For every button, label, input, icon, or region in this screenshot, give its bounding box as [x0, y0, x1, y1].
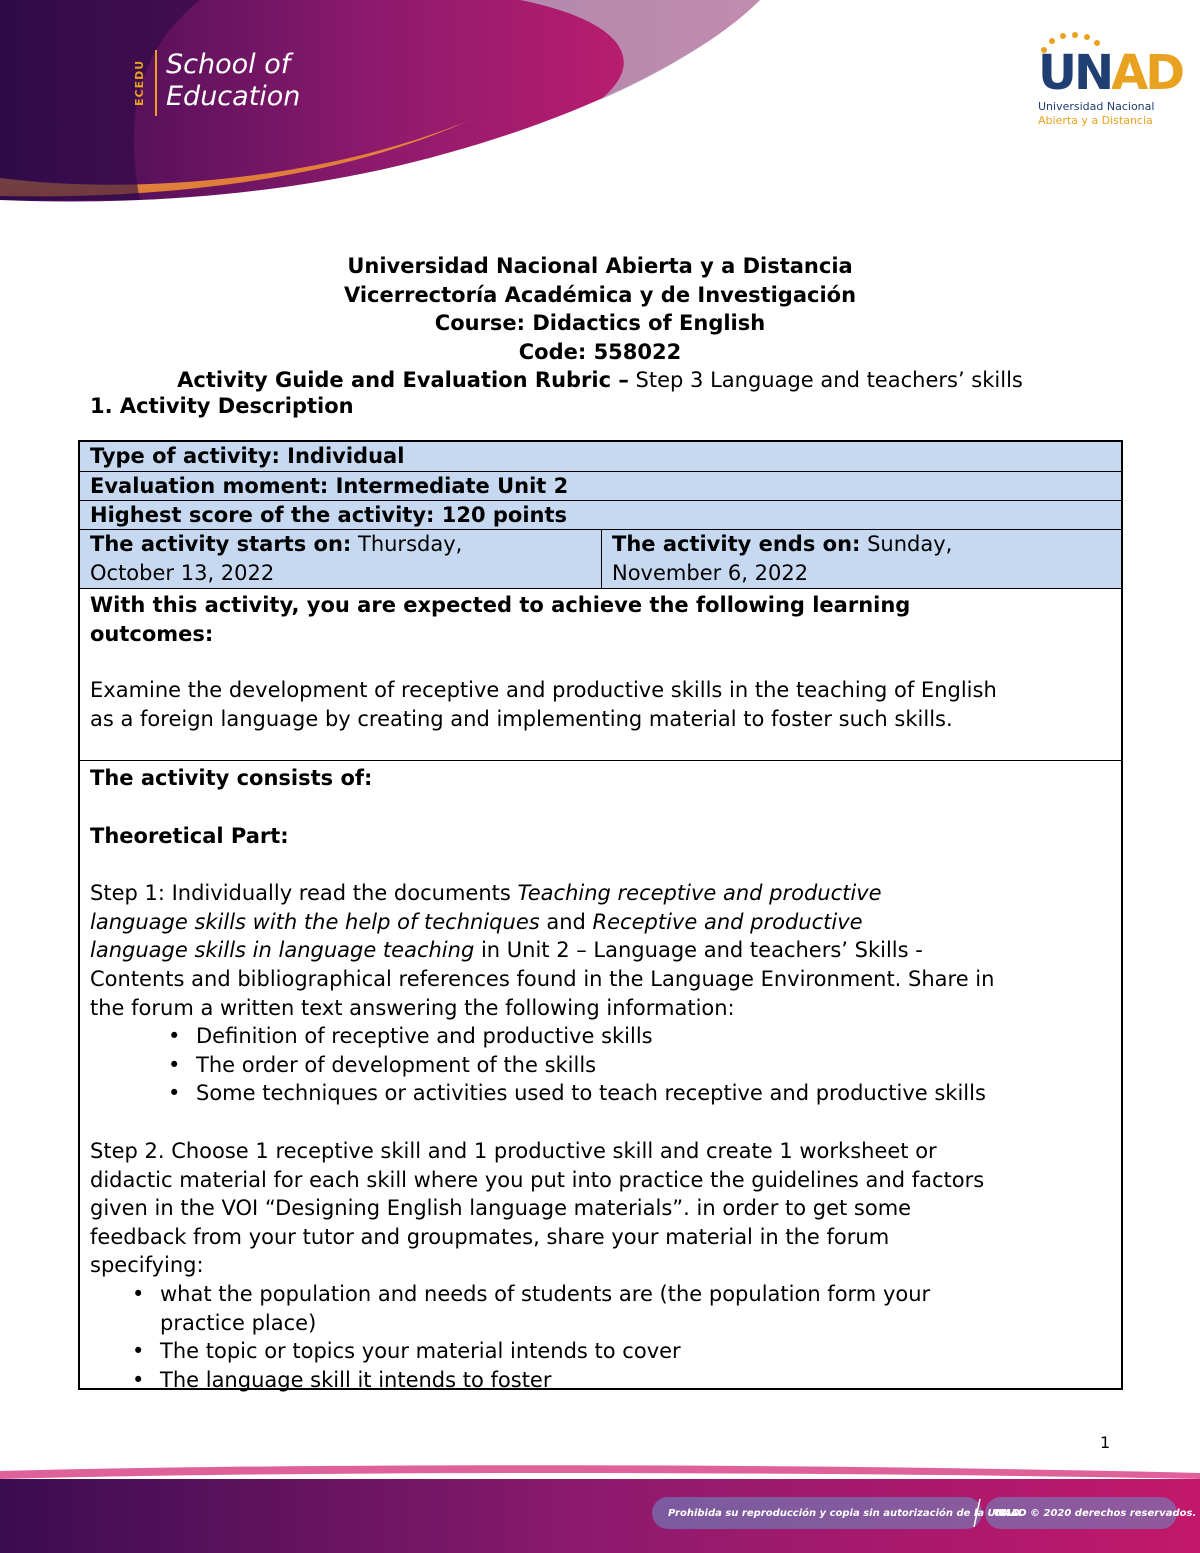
- step1-bullets: [90, 1022, 1115, 1108]
- list-item: • what the population and needs of students are (the population form your: [132, 1281, 931, 1306]
- row-score: Highest score of the activity: 120 points: [80, 501, 1121, 530]
- theoretical-heading: Theoretical Part:: [90, 823, 289, 848]
- university-title: Universidad Nacional Abierta y a Distancia: [347, 254, 853, 278]
- copy-notice: Prohibida su reproducción y copia sin autorización de la UNAD.: [668, 1508, 1024, 1519]
- step2-text: Step 2. Choose 1 receptive skill and 1 productive skill and create 1 worksheet or didactic material for each skill where you put into practice the guidelines and factors given in the VOI “Designing English language materials”. in order to get some feedback from your tutor and groupmates, share your material in the forum specifying:: [90, 1138, 985, 1278]
- document-title-block: [0, 252, 1200, 395]
- unad-wordmark: UNAD: [1038, 45, 1183, 101]
- school-side-label: ECEDU: [133, 59, 146, 107]
- row-evaluation: Evaluation moment: Intermediate Unit 2: [80, 472, 1121, 501]
- list-item: • The language skill it intends to foster: [132, 1367, 552, 1392]
- row-type: Type of activity: Individual: [80, 442, 1121, 472]
- start-date-cell: The activity starts on: Thursday, October 13, 2022: [80, 530, 602, 588]
- unad-subtitle-2: Abierta y a Distancia: [1038, 114, 1153, 127]
- unad-logo: [1030, 30, 1183, 130]
- rights-notice: UNAD © 2020 derechos reservados.: [994, 1508, 1197, 1519]
- outcomes-heading: With this activity, you are expected to achieve the following learning: [90, 593, 911, 617]
- end-date-cell: The activity ends on: Sunday, November 6, 2022: [612, 532, 953, 585]
- list-item: • Some techniques or activities used to teach receptive and productive skills: [168, 1081, 986, 1106]
- section-heading: 1. Activity Description: [90, 394, 354, 418]
- school-line2: Education: [166, 81, 301, 112]
- row-consists: [80, 761, 1121, 1392]
- vicerrectoria-title: Vicerrectoría Académica y de Investigación: [343, 282, 857, 307]
- list-item: • The topic or topics your material intends to cover: [132, 1339, 681, 1364]
- activity-table: [78, 440, 1123, 1390]
- school-of-education-logo: [128, 44, 328, 122]
- logo-divider: [155, 50, 157, 116]
- consists-heading: The activity consists of:: [90, 766, 373, 790]
- guide-title: Activity Guide and Evaluation Rubric – Step 3 Language and teachers’ skills: [177, 368, 1023, 393]
- row-outcomes: With this activity, you are expected to achieve the following learning outcomes: Examine the development of receptive and productive skills in the teaching of English as a foreign language by creating and implementing material to foster such skills.: [80, 589, 1121, 761]
- list-item: • Definition of receptive and productive skills: [168, 1024, 653, 1049]
- course-title: Course: Didactics of English: [434, 311, 766, 336]
- row-dates: [80, 530, 1121, 589]
- step2-bullets: [90, 1280, 1115, 1394]
- list-item: practice place): [160, 1310, 317, 1335]
- list-item: • The order of development of the skills: [168, 1052, 597, 1077]
- school-line1: School of: [166, 49, 291, 80]
- course-code: Code: 558022: [518, 339, 682, 364]
- page-number: 1: [1100, 1433, 1111, 1452]
- step1-text: Step 1: Individually read the documents Teaching receptive and productive language skills with the help of techniques and Receptive and productive language skills in language teaching in Unit 2 – Language and teachers’ Skills - Contents and bibliographical references found in the Language Environment. Share in the forum a written text answering the following information:: [90, 881, 995, 1020]
- unad-subtitle-1: Universidad Nacional: [1038, 100, 1155, 113]
- outcomes-text: Examine the development of receptive and productive skills in the teaching of English: [90, 678, 997, 703]
